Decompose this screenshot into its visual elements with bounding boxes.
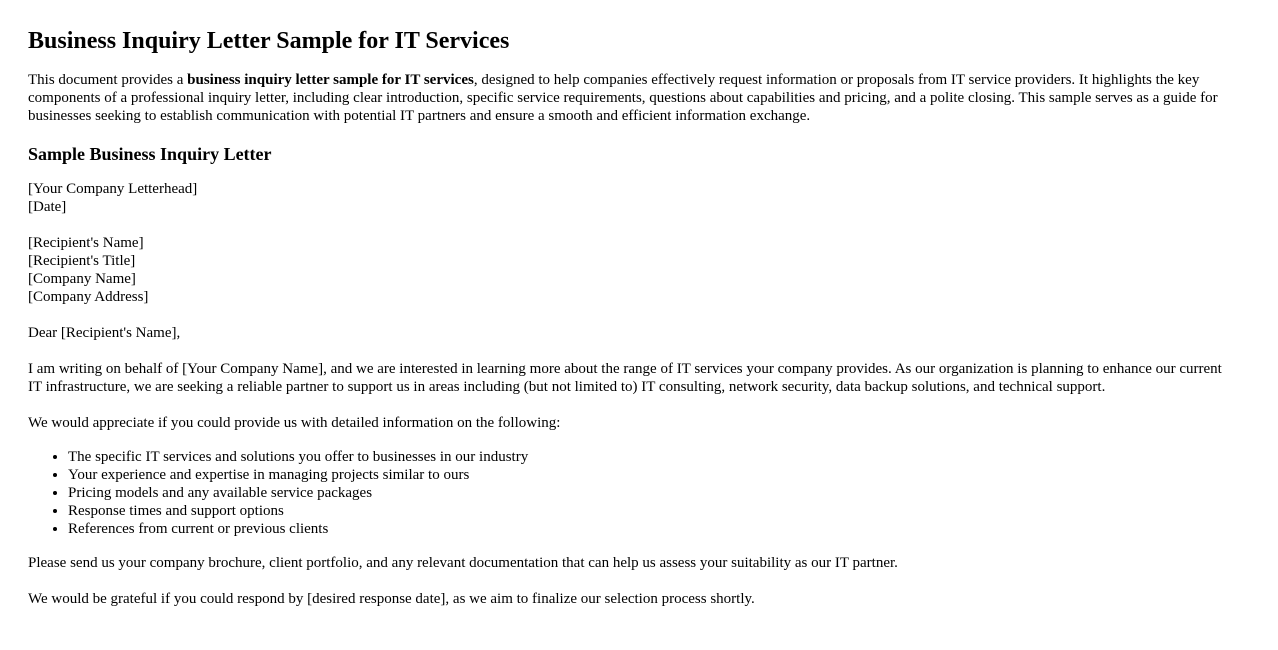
- recipient-title: [Recipient's Title]: [28, 253, 136, 269]
- recipient-block: [28, 234, 1238, 306]
- letter-paragraph-intro: I am writing on behalf of [Your Company Name], and we are interested in learning more about the range of IT services your company provides. As our organization is planning to enhance our current IT infrastructure, we are seeking a reliable partner to support us in areas including (but not limited to) IT consulting, network security, data backup solutions, and technical support.: [28, 361, 1222, 395]
- intro-paragraph: [28, 71, 1238, 125]
- intro-bold-phrase: business inquiry letter sample for IT services: [187, 72, 474, 88]
- intro-text-before: This document provides a: [28, 72, 188, 88]
- list-item: • Response times and support options: [68, 502, 1238, 520]
- recipient-name: [Recipient's Name]: [28, 235, 144, 251]
- sender-date: [Date]: [28, 199, 67, 215]
- list-item: • Pricing models and any available service packages: [68, 484, 1238, 502]
- page-title: Business Inquiry Letter Sample for IT Services: [28, 28, 510, 54]
- sender-block: [28, 180, 1238, 216]
- salutation: Dear [Recipient's Name],: [28, 325, 181, 341]
- recipient-company-address: [Company Address]: [28, 289, 149, 305]
- letter-paragraph-request: We would appreciate if you could provide us with detailed information on the following:: [28, 415, 561, 431]
- list-item: • Your experience and expertise in managing projects similar to ours: [68, 466, 1238, 484]
- letter-paragraph-documents: Please send us your company brochure, client portfolio, and any relevant documentation that can help us assess your suitability as our IT partner.: [28, 555, 898, 571]
- recipient-company-name: [Company Name]: [28, 271, 136, 287]
- sender-letterhead: [Your Company Letterhead]: [28, 181, 198, 197]
- list-item: • The specific IT services and solutions you offer to businesses in our industry: [68, 448, 1238, 466]
- intro-text-after: , designed to help companies effectively request information or proposals from IT service providers. It highlights the key components of a professional inquiry letter, including clear introduction, specific service requirements, questions about capabilities and pricing, and a polite closing. This sample serves as a guide for businesses seeking to establish communication with potential IT partners and ensure a smooth and efficient information exchange.: [28, 72, 1218, 124]
- list-item: • References from current or previous clients: [68, 520, 1238, 538]
- section-heading: Sample Business Inquiry Letter: [28, 144, 272, 164]
- request-list: [28, 448, 1238, 538]
- letter-paragraph-deadline: We would be grateful if you could respond by [desired response date], as we aim to finalize our selection process shortly.: [28, 591, 755, 607]
